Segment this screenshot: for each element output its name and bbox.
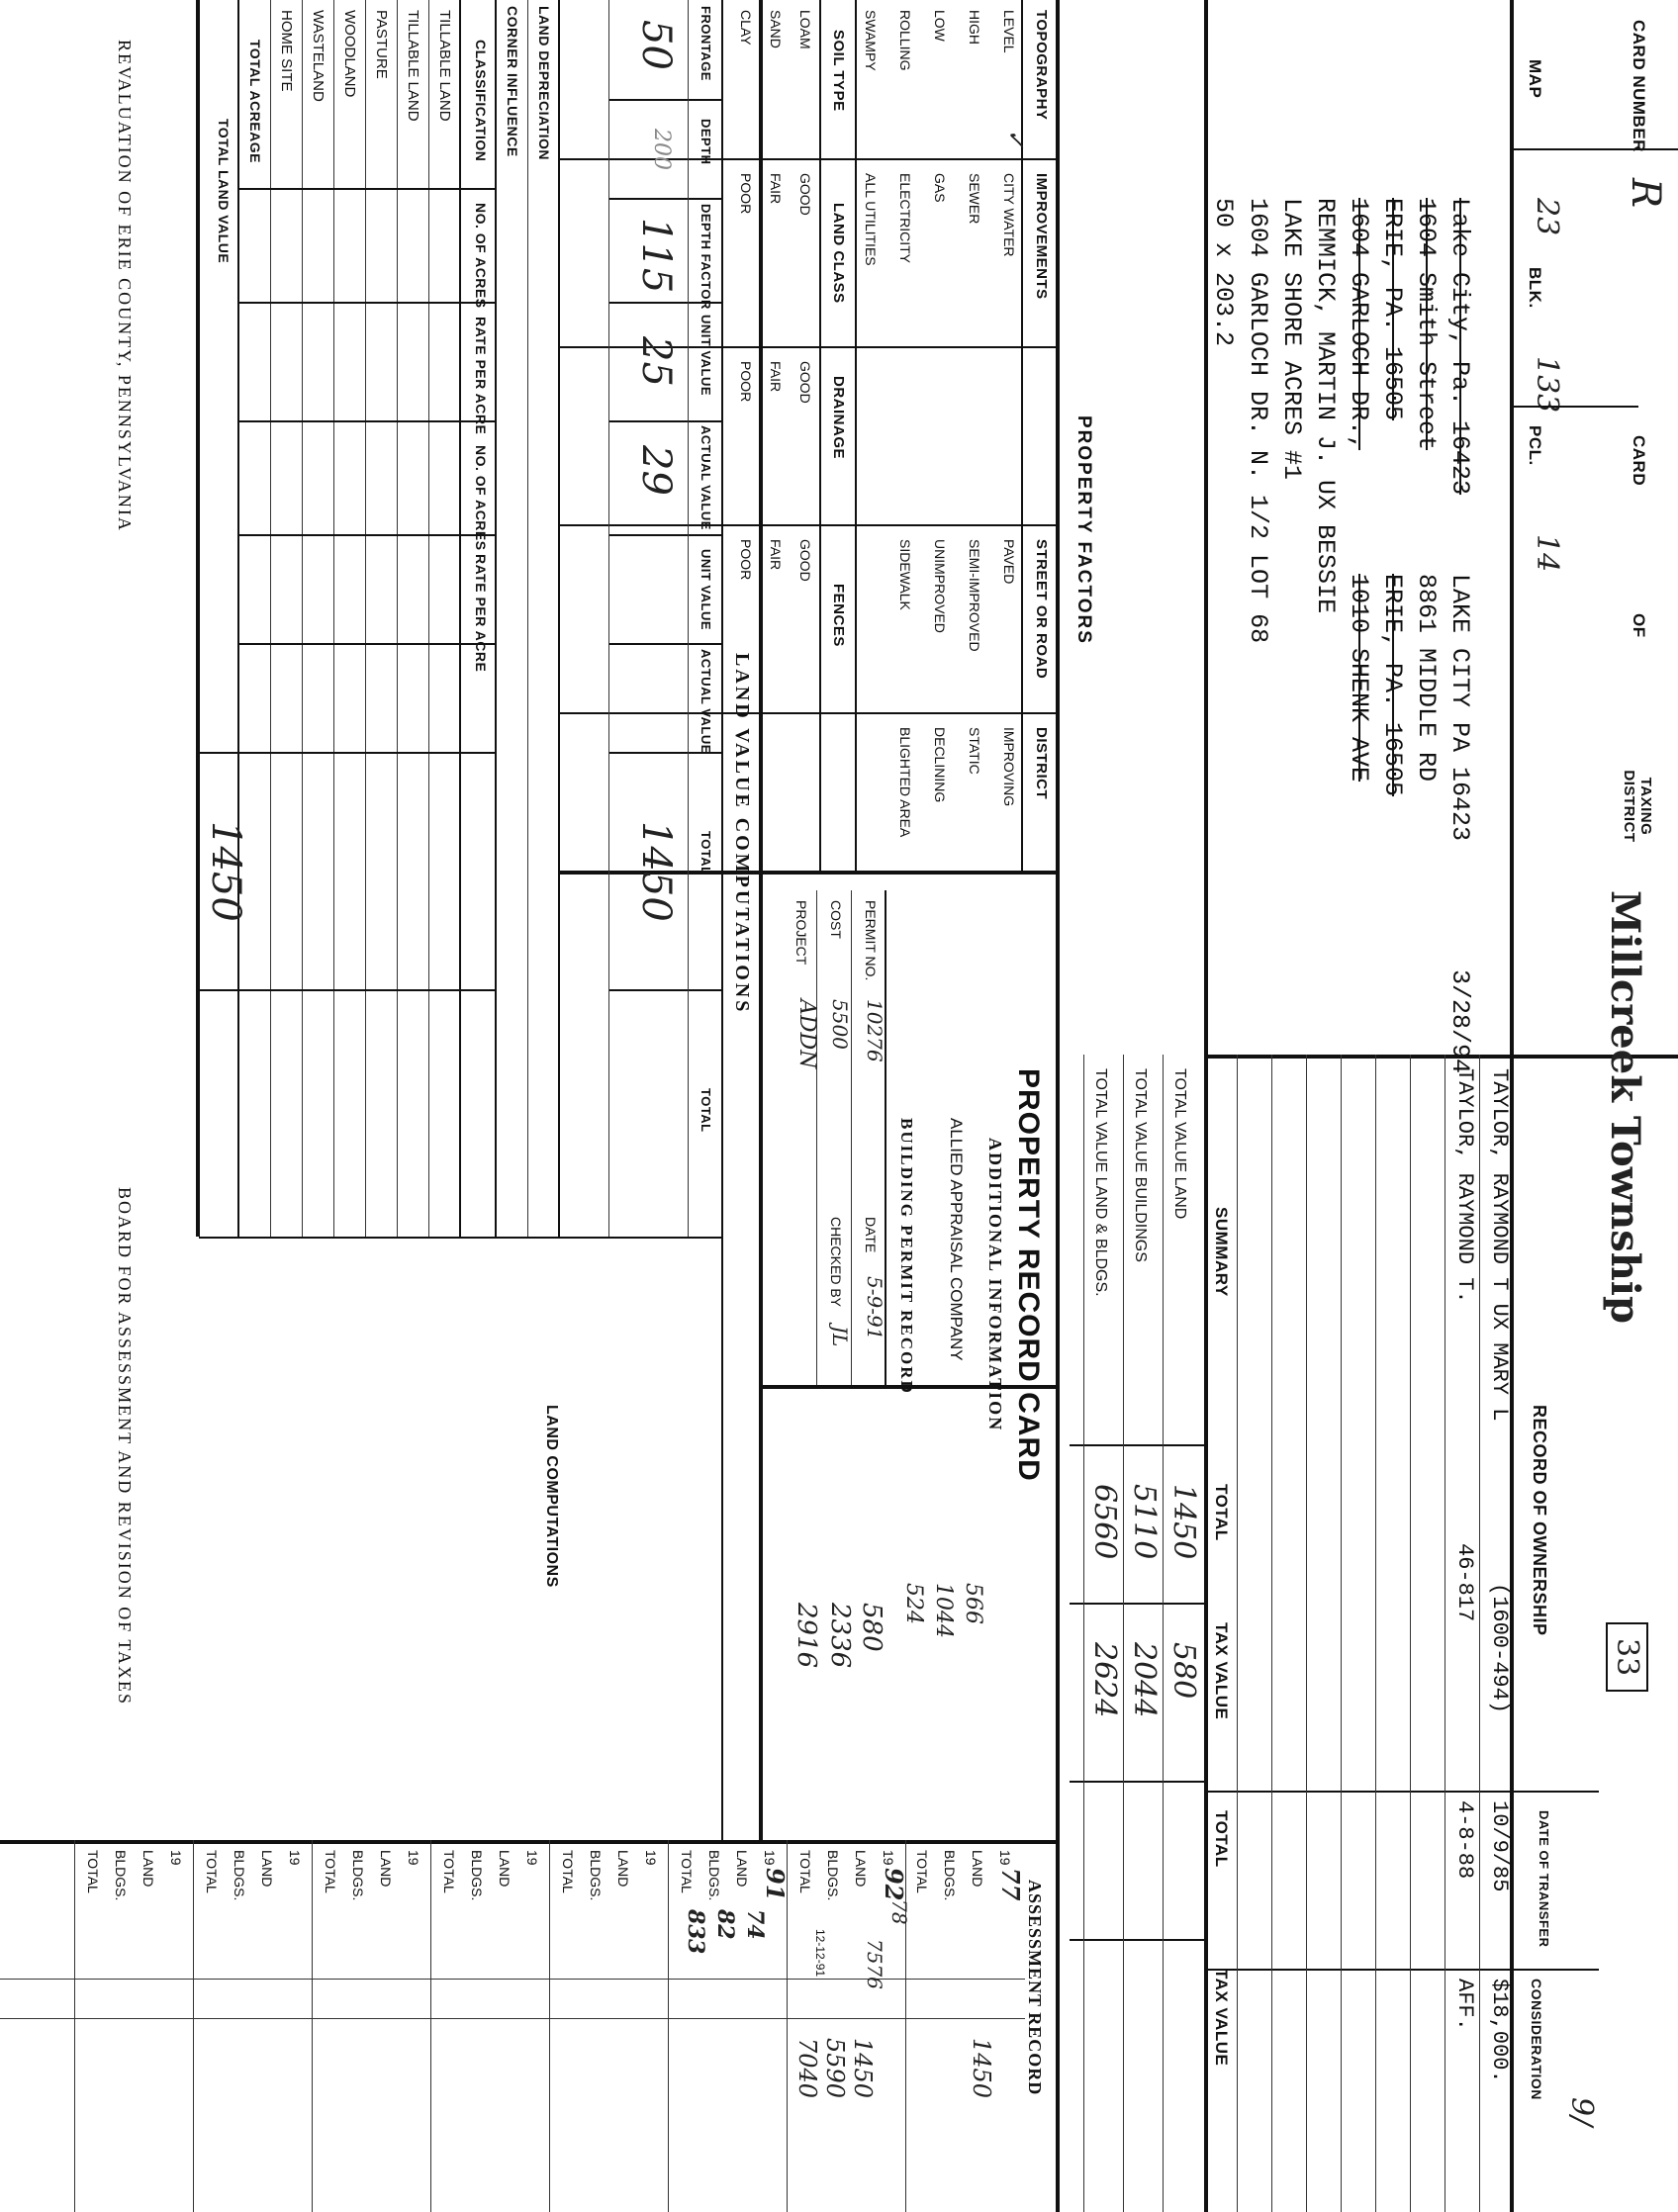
assess-5-total: TOTAL — [441, 1850, 457, 1893]
class-col — [239, 420, 497, 422]
assess-6-year-prefix: 19 — [406, 1850, 421, 1866]
permit-date-value: 5-9-91 — [863, 1276, 886, 1340]
assess-6-total: TOTAL — [323, 1850, 338, 1893]
project-value: ADDN — [794, 999, 819, 1069]
permit-line — [851, 890, 852, 1385]
assess-4-bldgs: BLDGS. — [588, 1850, 604, 1901]
owner-row-1-consideration: $18,000. — [1487, 1979, 1512, 2083]
scribble-1: 566 — [961, 1583, 985, 1624]
land-value-title: LAND VALUE COMPUTATIONS — [731, 653, 753, 1015]
old-city: ERIE, PA. 16505 — [1378, 198, 1407, 421]
summary-col — [1070, 1444, 1208, 1446]
assessment-left — [0, 1840, 1060, 1844]
assess-3-land: LAND — [734, 1850, 750, 1888]
blk-label: BLK. — [1526, 267, 1544, 309]
stamp-83: 83 — [683, 1909, 708, 1940]
assess-2-total: TOTAL — [797, 1850, 813, 1893]
permit-no-label: PERMIT NO. — [863, 900, 879, 981]
card-label: CARD — [1630, 435, 1648, 487]
scribble-4: 580 — [857, 1603, 886, 1652]
drain-fair: FAIR — [768, 361, 784, 393]
card-number-label: CARD NUMBER — [1630, 20, 1648, 152]
drain-good: GOOD — [797, 361, 813, 404]
class-tillable-1: TILLABLE LAND — [436, 10, 453, 122]
assess-3-year-prefix: 19 — [762, 1850, 778, 1866]
assess-line — [549, 1840, 550, 2212]
old-street: 1604 GARLOCH DR., — [1345, 198, 1373, 451]
row-line — [1479, 1055, 1480, 2212]
assess-2-land: LAND — [853, 1850, 869, 1888]
assess-8-year-prefix: 19 — [168, 1850, 184, 1866]
lv-col — [609, 420, 723, 422]
class-col — [199, 1237, 723, 1239]
summary-row-line — [1123, 1055, 1124, 2212]
drainage-header: DRAINAGE — [830, 376, 847, 460]
class-woodland: WOODLAND — [341, 10, 358, 98]
new-city: LAKE CITY PA 16423 — [1445, 574, 1474, 842]
assess-3-year: 91 — [761, 1868, 790, 1901]
lv-depth-factor-value: 115 — [633, 218, 679, 294]
lv-header-actual-value-2: ACTUAL VALUE — [699, 649, 713, 754]
class-col — [239, 302, 497, 304]
class-col — [200, 752, 497, 754]
address-divider — [1204, 0, 1208, 1055]
class-col — [200, 989, 497, 991]
assess-1-land-value: 1450 — [968, 2038, 995, 2099]
row-line — [1410, 1055, 1411, 2212]
assess-7-year-prefix: 19 — [287, 1850, 303, 1866]
assess-1-year: 77 — [996, 1868, 1025, 1901]
corner-influence-label: CORNER INFLUENCE — [505, 6, 520, 157]
assess-2-bldgs: BLDGS. — [825, 1850, 841, 1901]
owner-row-2-consideration: AFF. — [1452, 1979, 1477, 2031]
lv-unit-value: 25 — [633, 336, 679, 387]
assess-5-year-prefix: 19 — [524, 1850, 540, 1866]
topography-header: TOPOGRAPHY — [1033, 10, 1050, 121]
cost-value: 5500 — [828, 999, 852, 1050]
class-poor: POOR — [738, 173, 754, 215]
soil-header: SOIL TYPE — [830, 30, 847, 112]
scribble-3: 524 — [901, 1583, 926, 1624]
street-sidewalk: SIDEWALK — [897, 539, 913, 610]
lv-col — [609, 989, 723, 991]
class-fair: FAIR — [768, 173, 784, 205]
summary-row-1-total: 1450 — [1166, 1484, 1201, 1560]
project-label: PROJECT — [793, 900, 809, 966]
class-header-rate-2: RATE PER ACRE — [473, 554, 489, 673]
corner-mark: 9/ — [1564, 2097, 1599, 2127]
summary-title: SUMMARY — [1212, 1207, 1231, 1297]
factor-col — [560, 524, 1060, 526]
row-line — [1237, 1055, 1238, 2212]
factor-col — [560, 158, 1060, 160]
summary-col — [1070, 1603, 1208, 1605]
assess-1-total: TOTAL — [914, 1850, 930, 1893]
factor-col — [560, 712, 1060, 714]
stamp-74: 74 — [742, 1909, 768, 1940]
class-col — [239, 534, 497, 536]
assess-1-bldgs: BLDGS. — [942, 1850, 958, 1901]
summary-row-3-tax: 2624 — [1087, 1642, 1122, 1718]
record-card-subtitle: ADDITIONAL INFORMATION — [985, 1138, 1005, 1432]
total-land-value-label: TOTAL LAND VALUE — [216, 119, 232, 264]
address-date: 3/28/94 — [1445, 969, 1474, 1074]
lv-header-total: TOTAL — [699, 831, 713, 876]
subdivision: LAKE SHORE ACRES #1 — [1277, 198, 1306, 481]
lv-row-line — [688, 0, 689, 1237]
lv-row-line — [495, 0, 497, 1237]
ownership-col — [1208, 1791, 1599, 1793]
street-paved: PAVED — [1001, 539, 1017, 585]
summary-col-total: TOTAL — [1212, 1484, 1231, 1541]
lv-col — [609, 99, 723, 101]
fences-header: FENCES — [830, 584, 847, 647]
assess-2-year-prefix: 19 — [881, 1850, 896, 1866]
fence-poor: POOR — [738, 539, 754, 581]
alt-street: 1010 SHENK AVE — [1345, 574, 1373, 783]
improvements-header: IMPROVEMENTS — [1033, 173, 1050, 300]
land-depreciation-label: LAND DEPRECIATION — [536, 6, 552, 161]
assessment-title: ASSESSMENT RECORD — [1025, 1880, 1045, 2096]
assess-5-land: LAND — [497, 1850, 513, 1888]
taxing-district-label: TAXING DISTRICT — [1621, 770, 1654, 843]
topo-high: HIGH — [967, 10, 982, 45]
class-header-acres: NO. OF ACRES — [473, 203, 489, 309]
summary-col-tax: TAX VALUE — [1212, 1622, 1231, 1720]
owner-row-2: TAYLOR, RAYMOND T. — [1452, 1068, 1477, 1304]
improv-electricity: ELECTRICITY — [897, 173, 913, 264]
topo-rolling: ROLLING — [897, 10, 913, 71]
topo-check-mark: ✓ — [1002, 129, 1030, 149]
company-name: ALLIED APPRAISAL COMPANY — [947, 1118, 966, 1361]
soil-header-line — [819, 0, 821, 871]
land-value-sub-line — [721, 0, 723, 1840]
district-declining: DECLINING — [932, 727, 948, 803]
stamp-3: 3 — [683, 1939, 708, 1955]
header-sep — [1514, 406, 1638, 408]
class-header-acres-2: NO. OF ACRES — [473, 445, 489, 551]
assess-8-bldgs: BLDGS. — [113, 1850, 129, 1901]
lv-header-actual-value: ACTUAL VALUE — [699, 425, 713, 530]
lv-header-depth: DEPTH — [699, 119, 713, 165]
permit-no-value: 10276 — [863, 999, 886, 1062]
lv-col — [609, 198, 723, 200]
street-header: STREET OR ROAD — [1033, 539, 1050, 680]
assess-2-total-value: 7040 — [793, 2038, 821, 2099]
footer-left: REVALUATION OF ERIE COUNTY, PENNSYLVANIA — [115, 40, 135, 532]
owner-row-1: TAYLOR, RAYMOND T UX MARY L — [1487, 1068, 1512, 1422]
lv-frontage-value: 50 — [633, 20, 679, 70]
topo-low: LOW — [932, 10, 948, 42]
summary-row-1-tax: 580 — [1166, 1642, 1201, 1700]
pcl-value: 14 — [1530, 534, 1564, 573]
record-card-title: PROPERTY RECORD CARD — [1012, 1068, 1045, 1482]
district-blighted: BLIGHTED AREA — [897, 727, 913, 838]
assess-4-total: TOTAL — [560, 1850, 576, 1893]
class-home-site: HOME SITE — [278, 10, 295, 92]
lv-depth-value: 200 — [649, 129, 674, 170]
map-label: MAP — [1526, 59, 1544, 99]
summary-col-total-2: TOTAL — [1212, 1810, 1231, 1868]
checked-label: CHECKED BY — [828, 1217, 844, 1308]
col-date-label: DATE OF TRANSFER — [1537, 1810, 1551, 1948]
pcl-label: PCL. — [1526, 425, 1544, 466]
district-static: STATIC — [967, 727, 982, 775]
row-line — [1341, 1055, 1342, 2212]
stamp-82: 82 — [712, 1909, 738, 1940]
class-header-classification: CLASSIFICATION — [473, 40, 489, 162]
assess-2-bldgs-value: 5590 — [821, 2038, 849, 2099]
permit-line — [816, 890, 817, 1385]
assess-2-land-value: 1450 — [849, 2038, 877, 2099]
class-line — [333, 0, 334, 1237]
alt-city: ERIE, PA. 16505 — [1378, 574, 1407, 797]
row-line — [1271, 1055, 1272, 2212]
map-value: 23 — [1530, 198, 1564, 236]
checked-value: JL — [828, 1326, 852, 1347]
class-line — [270, 0, 271, 1237]
lv-row-line — [608, 0, 609, 1237]
row-line — [1306, 1055, 1307, 2212]
summary-col-tax-2: TAX VALUE — [1212, 1969, 1231, 2067]
land-value-top — [759, 0, 763, 1840]
permit-date-label: DATE — [863, 1217, 879, 1253]
assess-6-bldgs: BLDGS. — [350, 1850, 366, 1901]
topo-swampy: SWAMPY — [863, 10, 879, 71]
legal-description: 1604 GARLOCH DR. N. 1/2 LOT 68 — [1244, 198, 1272, 644]
street-unimproved: UNIMPROVED — [932, 539, 948, 633]
assess-1-year-prefix: 19 — [997, 1850, 1013, 1866]
card-number-value: R — [1623, 178, 1668, 209]
assess-2-year: 92 — [880, 1868, 908, 1901]
class-good: GOOD — [797, 173, 813, 216]
summary-row-line — [1083, 1055, 1084, 2212]
blk-value: 133 — [1530, 356, 1564, 414]
summary-col — [1070, 1781, 1208, 1783]
owner-row-2-date: 4-8-88 — [1452, 1800, 1477, 1880]
owner-row-1-date: 10/9/85 — [1487, 1800, 1512, 1892]
of-label: OF — [1630, 613, 1648, 638]
taxing-district-value: Millcreek Township — [1602, 890, 1648, 1324]
permit-title: BUILDING PERMIT RECORD — [897, 1118, 916, 1395]
class-line — [237, 0, 239, 1237]
total-land-value: 1450 — [203, 821, 248, 922]
assess-2-mark-3: 12-12-91 — [813, 1929, 827, 1978]
assess-7-bldgs: BLDGS. — [232, 1850, 247, 1901]
lv-header-total-2: TOTAL — [699, 1088, 713, 1133]
summary-col — [1070, 1939, 1208, 1941]
summary-row-3-label: TOTAL VALUE LAND & BLDGS. — [1092, 1068, 1109, 1297]
scribble-6: 2916 — [792, 1603, 821, 1669]
summary-row-line — [1163, 1055, 1164, 2212]
class-header-rate: RATE PER ACRE — [473, 317, 489, 435]
land-value-bottom — [196, 0, 200, 1237]
assess-4-year-prefix: 19 — [643, 1850, 659, 1866]
summary-row-2-tax: 2044 — [1127, 1642, 1162, 1718]
owner-row-1-ref: (1600-494) — [1487, 1583, 1512, 1714]
factor-mid-line — [855, 0, 857, 871]
lv-total-value: 1450 — [633, 821, 679, 922]
lv-header-unit-value-2: UNIT VALUE — [699, 549, 713, 631]
summary-row-1-label: TOTAL VALUE LAND — [1171, 1068, 1188, 1220]
header-sep — [1514, 148, 1678, 150]
class-total-acreage: TOTAL ACREAGE — [247, 40, 263, 163]
lot-size: 50 x 203.2 — [1209, 198, 1238, 347]
summary-row-2-label: TOTAL VALUE BUILDINGS — [1132, 1068, 1149, 1262]
improv-water: CITY WATER — [1001, 173, 1017, 257]
assess-line — [74, 1840, 75, 2212]
drain-poor: POOR — [738, 361, 754, 403]
scribble-5: 2336 — [825, 1603, 855, 1669]
improv-utilities: ALL UTILITIES — [863, 173, 879, 266]
district-header: DISTRICT — [1033, 727, 1050, 800]
improv-sewer: SEWER — [967, 173, 982, 225]
assess-7-total: TOTAL — [204, 1850, 220, 1893]
assess-8-land: LAND — [140, 1850, 156, 1888]
cost-label: COST — [828, 900, 844, 939]
assess-line — [193, 1840, 194, 2212]
lv-header-unit-value: UNIT VALUE — [699, 315, 713, 397]
ownership-title: RECORD OF OWNERSHIP — [1530, 1405, 1549, 1636]
street-semi: SEMI-IMPROVED — [967, 539, 982, 652]
class-line — [365, 0, 366, 1237]
factors-title: PROPERTY FACTORS — [1073, 415, 1094, 645]
footer-right: BOARD FOR ASSESSMENT AND REVISION OF TAXES — [115, 1187, 135, 1705]
class-wasteland: WASTELAND — [310, 10, 326, 102]
old-street-2: 1604 Smith Street — [1412, 198, 1441, 451]
soil-loam: LOAM — [797, 10, 813, 49]
assess-4-land: LAND — [615, 1850, 631, 1888]
assess-2-mark-2: 7576 — [863, 1939, 886, 1989]
class-line — [428, 0, 429, 1237]
assess-8-total: TOTAL — [85, 1850, 101, 1893]
class-line — [302, 0, 303, 1237]
soil-clay: CLAY — [738, 10, 754, 46]
owner-name: REMMICK, MARTIN J. UX BESSIE — [1311, 198, 1340, 614]
class-col — [239, 643, 497, 645]
assess-line — [312, 1840, 313, 2212]
summary-row-2-total: 5110 — [1127, 1484, 1162, 1560]
lv-header-depth-factor: DEPTH FACTOR — [699, 204, 713, 310]
assess-1-land: LAND — [970, 1850, 985, 1888]
assess-2-mark-1: 78 — [887, 1899, 911, 1925]
assess-3-bldgs: BLDGS. — [706, 1850, 722, 1901]
summary-top — [1204, 1055, 1208, 2212]
assess-5-bldgs: BLDGS. — [469, 1850, 485, 1901]
owner-row-2-ref: 46-817 — [1452, 1543, 1477, 1622]
box-number: 33 — [1606, 1622, 1648, 1692]
class-line — [459, 0, 461, 1237]
lv-header-frontage: FRONTAGE — [699, 6, 713, 81]
ownership-col — [1208, 1969, 1599, 1971]
old-city-2: Lake City, Pa. 16423 — [1445, 198, 1474, 496]
assess-3-total: TOTAL — [679, 1850, 695, 1893]
lv-actual-value: 29 — [633, 445, 679, 496]
assess-line — [430, 1840, 431, 2212]
topo-level: LEVEL — [1001, 10, 1017, 53]
assess-7-land: LAND — [259, 1850, 275, 1888]
class-line — [397, 0, 398, 1237]
summary-row-3-total: 6560 — [1087, 1484, 1122, 1560]
fence-fair: FAIR — [768, 539, 784, 571]
improv-gas: GAS — [932, 173, 948, 203]
lv-row-line — [558, 0, 560, 1237]
class-pasture: PASTURE — [373, 10, 390, 79]
col-consideration-label: CONSIDERATION — [1529, 1979, 1544, 2100]
scribble-2: 1044 — [931, 1583, 956, 1638]
class-col — [239, 188, 497, 190]
district-improving: IMPROVING — [1001, 727, 1017, 807]
land-class-header: LAND CLASS — [830, 203, 847, 304]
lv-row-line — [527, 0, 528, 1237]
fence-good: GOOD — [797, 539, 813, 582]
land-computations-label: LAND COMPUTATIONS — [543, 1405, 560, 1588]
assess-line — [668, 1840, 669, 2212]
row-line — [1375, 1055, 1376, 2212]
lv-col — [609, 643, 723, 645]
soil-sand: SAND — [768, 10, 784, 48]
lv-col — [609, 534, 723, 536]
class-tillable-2: TILLABLE LAND — [405, 10, 421, 122]
assessment-col — [0, 2018, 1025, 2019]
factors-top — [1056, 0, 1060, 2212]
assess-6-land: LAND — [378, 1850, 394, 1888]
new-street: 8861 MIDDLE RD — [1412, 574, 1441, 783]
